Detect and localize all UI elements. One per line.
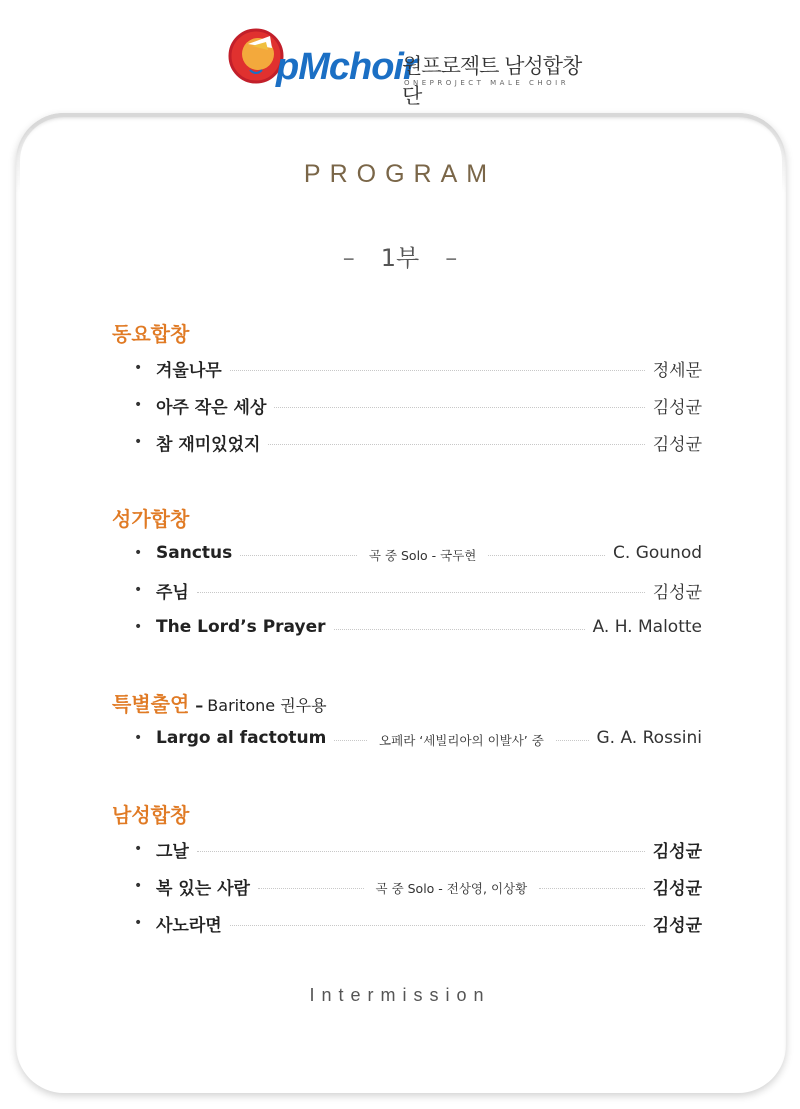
composer: A. H. Malotte	[592, 617, 702, 637]
program-item	[130, 356, 702, 380]
section-title-text: 특별출연	[112, 692, 190, 716]
program-item	[130, 393, 702, 417]
dotted-leader	[274, 407, 644, 408]
bullet: •	[134, 841, 143, 857]
opera-note: 오페라 ‘세빌리아의 이발사’ 중	[379, 733, 544, 748]
section-title-sacred-choir: 성가합창	[112, 507, 190, 531]
song-title: 주님	[156, 582, 189, 603]
song-title: 사노라면	[156, 915, 222, 936]
dotted-leader	[539, 888, 645, 889]
solo-note: 곡 중 Solo - 국두현	[368, 548, 477, 563]
dotted-leader	[488, 555, 605, 556]
part-heading	[0, 238, 800, 273]
guest-name: Baritone 권우용	[207, 696, 327, 715]
dotted-leader	[556, 740, 589, 741]
program-item	[130, 541, 702, 565]
composer: 김성균	[652, 841, 702, 862]
program-item	[130, 874, 702, 898]
dotted-leader	[258, 888, 364, 889]
song-title: 복 있는 사람	[156, 878, 250, 899]
program-item	[130, 615, 702, 639]
choir-logo	[226, 24, 586, 108]
dotted-leader	[230, 925, 645, 926]
composer: 정세문	[652, 360, 702, 381]
dotted-leader	[240, 555, 357, 556]
bullet: •	[134, 915, 143, 931]
logo-wordmark: pMchoir	[276, 46, 417, 88]
bullet: •	[134, 878, 143, 894]
song-title: Sanctus	[156, 543, 233, 563]
composer: 김성균	[652, 434, 702, 455]
dotted-leader	[334, 629, 585, 630]
logo-english-name: ONEPROJECT MALE CHOIR	[404, 79, 570, 87]
section-title-children-choir: 동요합창	[112, 322, 190, 346]
composer: 김성균	[652, 915, 702, 936]
intermission-label: Intermission	[309, 985, 491, 1005]
bullet: •	[134, 397, 143, 413]
dotted-leader	[334, 740, 367, 741]
composer: C. Gounod	[613, 543, 703, 563]
dotted-leader	[197, 592, 645, 593]
program-item	[130, 430, 702, 454]
song-title: 그날	[156, 841, 189, 862]
composer: 김성균	[652, 397, 702, 418]
song-title: 아주 작은 세상	[156, 397, 267, 418]
bullet: •	[134, 434, 143, 450]
dotted-leader	[230, 370, 645, 371]
bullet: •	[134, 619, 143, 635]
composer: 김성균	[652, 878, 703, 899]
bullet: •	[134, 582, 143, 598]
program-title: PROGRAM	[303, 160, 497, 188]
bullet: •	[134, 360, 143, 376]
program-item	[130, 911, 702, 935]
song-title: 참 재미있었지	[156, 434, 261, 455]
composer: G. A. Rossini	[596, 728, 703, 748]
part-dash-left: –	[342, 244, 355, 272]
guest-dash: –	[195, 696, 204, 715]
program-item	[130, 837, 702, 861]
part-dash-right: –	[445, 244, 458, 272]
program-item	[130, 726, 702, 750]
composer: 김성균	[652, 582, 702, 603]
dotted-leader	[268, 444, 644, 445]
song-title: The Lord’s Prayer	[156, 617, 326, 637]
program-item	[130, 578, 702, 602]
guest-performer	[195, 696, 326, 715]
part-label: 1부	[380, 244, 420, 272]
song-title: 겨울나무	[156, 360, 222, 381]
bullet: •	[134, 545, 143, 561]
song-title: Largo al factotum	[156, 728, 327, 748]
section-title-special-guest	[112, 688, 327, 717]
solo-note: 곡 중 Solo - 전상영, 이상황	[375, 881, 528, 896]
logo-korean-name: 원프로젝트 남성합창단	[402, 54, 582, 108]
bullet: •	[134, 730, 143, 746]
dotted-leader	[197, 851, 645, 852]
section-title-male-choir: 남성합창	[112, 803, 190, 827]
